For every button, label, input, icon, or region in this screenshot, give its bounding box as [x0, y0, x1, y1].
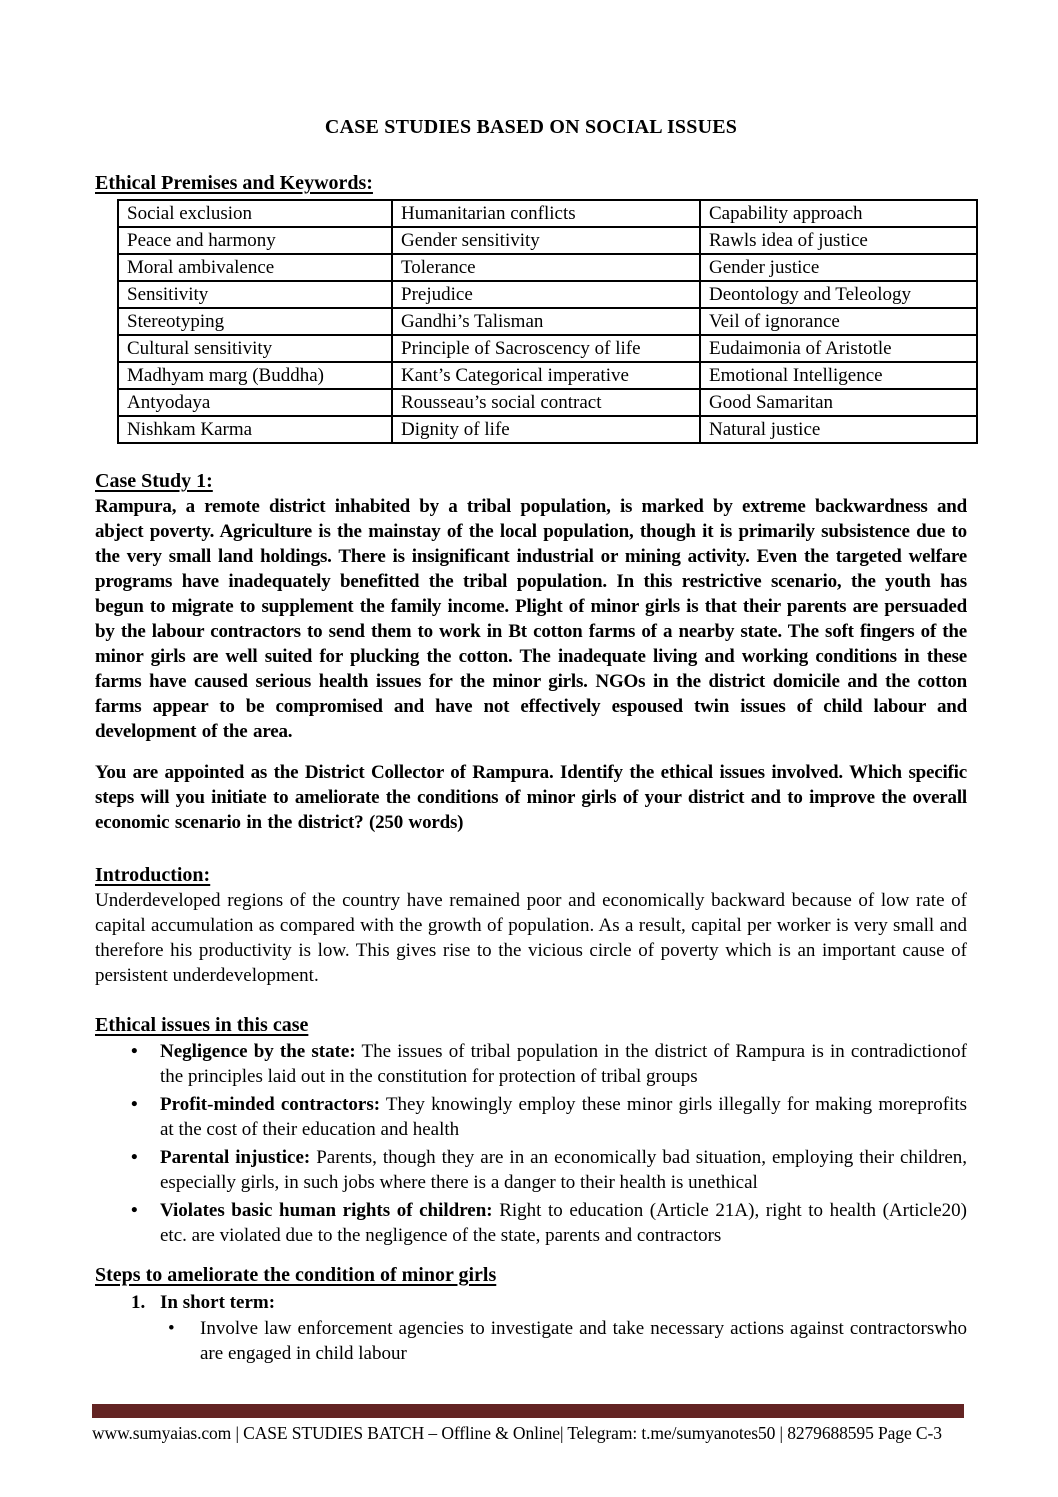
question-paragraph: You are appointed as the District Collector of Rampura. Identify the ethical issues involved. Which specific steps will you initiate to ameliorate the conditions of minor girls of your district and to improve the overall economic scenario in the district? (250 words) — [95, 762, 967, 833]
table-cell: Deontology and Teleology — [700, 281, 977, 308]
case-study-heading: Case Study 1: — [95, 470, 213, 492]
ethical-issue-item — [131, 1092, 967, 1142]
table-row — [118, 308, 977, 335]
table-row — [118, 362, 977, 389]
table-cell: Moral ambivalence — [118, 254, 392, 281]
table-cell: Gender sensitivity — [392, 227, 700, 254]
table-cell: Antyodaya — [118, 389, 392, 416]
table-cell: Gender justice — [700, 254, 977, 281]
step-number: 1. — [131, 1292, 146, 1313]
table-cell: Humanitarian conflicts — [392, 200, 700, 227]
document-content — [95, 0, 967, 1366]
table-cell: Kant’s Categorical imperative — [392, 362, 700, 389]
steps-heading: Steps to ameliorate the condition of minor girls — [95, 1264, 497, 1286]
table-cell: Emotional Intelligence — [700, 362, 977, 389]
table-cell: Sensitivity — [118, 281, 392, 308]
issue-text: Right to education (Article 21A), right to health (Article20) etc. are violated due to the negligence of the state, parents and contractors — [160, 1200, 967, 1246]
footer-divider-bar — [92, 1404, 964, 1418]
issue-label: Negligence by the state: — [160, 1041, 356, 1062]
step-item — [131, 1290, 967, 1315]
page-footer — [92, 1404, 964, 1445]
issue-text: Parents, though they are in an economically bad situation, employing their children, especially girls, in such jobs where there is a danger to their health is unethical — [160, 1147, 967, 1193]
introduction-heading: Introduction: — [95, 864, 211, 886]
issue-label: Parental injustice: — [160, 1147, 311, 1168]
table-cell: Eudaimonia of Aristotle — [700, 335, 977, 362]
footer-text: www.sumyaias.com | CASE STUDIES BATCH – Offline & Online| Telegram: t.me/sumyanotes50 | 8279688595 Page C-3 — [92, 1423, 942, 1443]
ethical-issue-item — [131, 1198, 967, 1248]
table-cell: Gandhi’s Talisman — [392, 308, 700, 335]
bullet-icon: • — [168, 1318, 175, 1339]
case-study-paragraph: Rampura, a remote district inhabited by a tribal population, is marked by extreme backwardness and abject poverty. Agriculture is the mainstay of the local population, though it is primarily subsistence due to the very small land holdings. There is insignificant industrial or mining activity. Even the targeted welfare programs have inadequately benefitted the tribal population. In this restrictive scenario, the youth has begun to migrate to supplement the family income. Plight of minor girls is that their parents are persuaded by the labour contractors to send them to work in Bt cotton farms of a nearby state. The soft fingers of the minor girls are well suited for plucking the cotton. The inadequate living and working conditions in these farms have caused serious health issues for the minor girls. NGOs in the district domicile and the cotton farms appear to be compromised and have not effectively espoused twin issues of child labour and development of the area. — [95, 496, 967, 742]
table-row — [118, 254, 977, 281]
table-row — [118, 335, 977, 362]
table-cell: Good Samaritan — [700, 389, 977, 416]
table-cell: Madhyam marg (Buddha) — [118, 362, 392, 389]
issue-label: Profit-minded contractors: — [160, 1094, 381, 1115]
step-label: In short term: — [160, 1292, 276, 1313]
table-cell: Veil of ignorance — [700, 308, 977, 335]
table-cell: Dignity of life — [392, 416, 700, 443]
table-cell: Principle of Sacroscency of life — [392, 335, 700, 362]
keywords-heading: Ethical Premises and Keywords: — [95, 172, 373, 194]
issue-body — [160, 1198, 967, 1248]
table-cell: Natural justice — [700, 416, 977, 443]
table-cell: Peace and harmony — [118, 227, 392, 254]
table-row — [118, 389, 977, 416]
table-cell: Capability approach — [700, 200, 977, 227]
ethical-issue-item — [131, 1145, 967, 1195]
step-sub-bullet — [168, 1316, 967, 1366]
issue-text: The issues of tribal population in the district of Rampura is in contradictionof the principles laid out in the constitution for protection of tribal groups — [160, 1041, 968, 1087]
keywords-table — [117, 199, 978, 444]
bullet-icon: • — [131, 1041, 138, 1062]
page-title: CASE STUDIES BASED ON SOCIAL ISSUES — [324, 116, 738, 138]
table-cell: Social exclusion — [118, 200, 392, 227]
bullet-icon: • — [131, 1094, 138, 1115]
issue-label: Violates basic human rights of children: — [160, 1200, 493, 1221]
table-row — [118, 416, 977, 443]
issue-body — [160, 1145, 967, 1195]
issue-body — [160, 1092, 967, 1142]
ethical-issues-heading: Ethical issues in this case — [95, 1014, 309, 1036]
table-cell: Prejudice — [392, 281, 700, 308]
table-row — [118, 227, 977, 254]
table-cell: Nishkam Karma — [118, 416, 392, 443]
introduction-paragraph: Underdeveloped regions of the country have remained poor and economically backward because of low rate of capital accumulation as compared with the growth of population. As a result, capital per worker is very small and therefore his productivity is low. This gives rise to the vicious circle of poverty which is an important cause of persistent underdevelopment. — [95, 890, 967, 986]
table-cell: Rousseau’s social contract — [392, 389, 700, 416]
bullet-icon: • — [131, 1200, 138, 1221]
table-cell: Rawls idea of justice — [700, 227, 977, 254]
sub-bullet-text: Involve law enforcement agencies to investigate and take necessary actions against contractorswho are engaged in child labour — [200, 1318, 967, 1364]
issue-body — [160, 1039, 967, 1089]
table-cell: Stereotyping — [118, 308, 392, 335]
issue-text: They knowingly employ these minor girls illegally for making moreprofits at the cost of their education and health — [160, 1094, 967, 1140]
bullet-icon: • — [131, 1147, 138, 1168]
table-row — [118, 281, 977, 308]
ethical-issue-item — [131, 1039, 967, 1089]
table-cell: Cultural sensitivity — [118, 335, 392, 362]
ethical-issues-list — [95, 1039, 967, 1248]
table-cell: Tolerance — [392, 254, 700, 281]
table-row — [118, 200, 977, 227]
